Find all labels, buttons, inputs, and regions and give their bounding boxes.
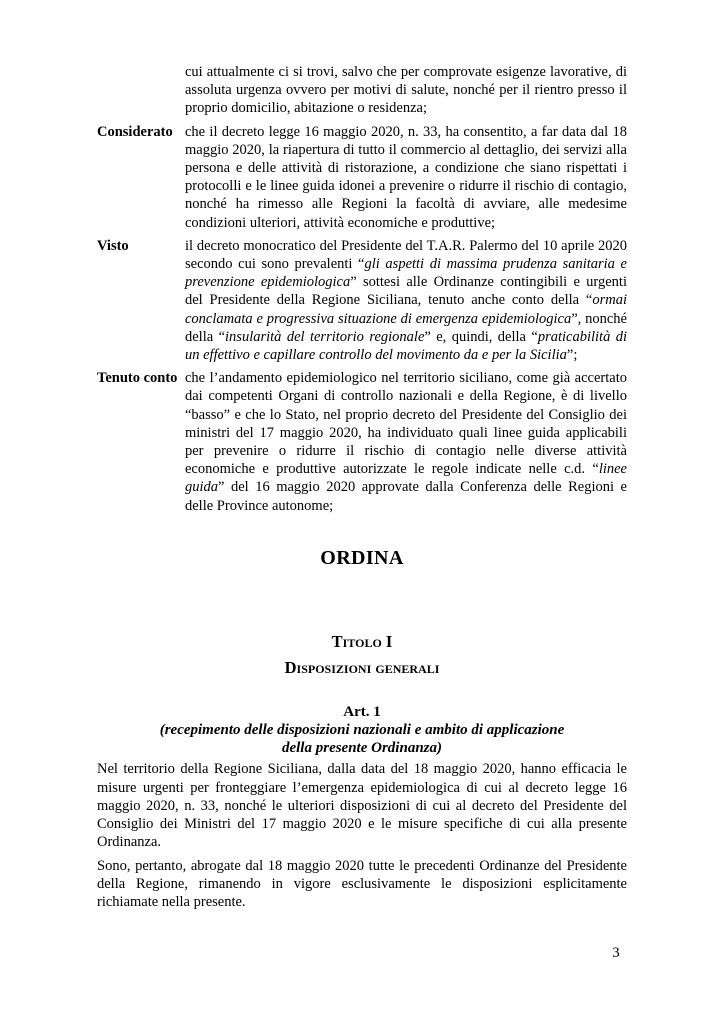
clause-text-considerato: che il decreto legge 16 maggio 2020, n. 33, ha consentito, a far data dal 18 maggio 2020, la riapertura di tutto il commercio al dettaglio, dei servizi alla persona e delle attività di ristorazione, a condizione che siano rispettati i protocolli e le linee guida idonei a prevenire o ridurre il rischio di contagio, nonché ha rimesso alle Regioni la facoltà di avviare, alle medesime condizioni ulteriori, attività economiche e produttive; — [185, 123, 627, 231]
tenuto-conto-text-segment: ” del 16 maggio 2020 approvate dalla Conferenza delle Regioni e delle Province autonome; — [185, 479, 627, 514]
clause-visto — [97, 237, 627, 364]
document-content — [97, 63, 627, 911]
visto-quoted-italic-4: praticabilità di un effettivo e capillare controllo del movimento da e per la Sicilia — [185, 328, 627, 364]
visto-quoted-italic-2: ormai conclamata e progressiva situazione di emergenza epidemiologica — [185, 292, 627, 327]
article-heading: Art. 1 — [343, 703, 381, 720]
tenuto-conto-text-segment: che l’andamento epidemiologico nel territorio siciliano, come già accertato dai competenti Organi di controllo nazionali e della Regione, è di livello “basso” e che lo Stato, nel proprio decreto del Presidente del Consiglio dei ministri del 17 maggio 2020, ha individuato quali linee guida applicabili per prevenire o ridurre il rischio di contagio nelle diverse attività economiche e produttive autorizzate le regole indicate nelle c.d. “ — [185, 370, 627, 478]
body-paragraph-1: Nel territorio della Regione Siciliana, dalla data del 18 maggio 2020, hanno efficacia le misure urgenti per fronteggiare l’emergenza epidemiologica di cui al decreto legge 16 maggio 2020, n. 33, nonché le ulteriori disposizioni di cui al decreto del Presidente del Consiglio dei Ministri del 17 maggio 2020 e le misure specifiche di cui alla presente Ordinanza. — [97, 761, 627, 851]
continuation-paragraph: cui attualmente ci si trovi, salvo che per comprovate esigenze lavorative, di assoluta urgenza ovvero per motivi di salute, nonché per il rientro presso il proprio domicilio, abitazione o residenza; — [185, 64, 627, 117]
article-subtitle-line1: (recepimento delle disposizioni nazionali e ambito di applicazione — [159, 722, 565, 739]
body-paragraph-2: Sono, pertanto, abrogate dal 18 maggio 2020 tutte le precedenti Ordinanze del Presidente della Regione, rimanendo in vigore esclusivamente le disposizioni esplicitamente richiamate nella presente. — [97, 857, 627, 910]
tenuto-conto-quoted-italic-1: linee guida — [185, 461, 627, 496]
visto-text-segment: il decreto monocratico del Presidente del T.A.R. Palermo del 10 aprile 2020 secondo cui sono prevalenti “ — [185, 237, 627, 273]
clause-considerato — [97, 123, 627, 232]
visto-text-segment: ”; — [566, 347, 578, 364]
visto-quoted-italic-1: gli aspetti di massima prudenza sanitaria e prevenzione epidemiologica — [185, 256, 627, 291]
titolo-subheading: Disposizioni generali — [284, 657, 440, 677]
clause-label-visto: Visto — [97, 237, 129, 254]
page-number: 3 — [612, 945, 620, 961]
clause-label-considerato: Considerato — [97, 123, 173, 140]
visto-text-segment: ”, nonché della “ — [185, 310, 627, 345]
visto-text-segment: ” e, quindi, della “ — [424, 328, 538, 345]
article-subtitle-line2: della presente Ordinanza) — [281, 740, 442, 757]
clause-label-tenuto-conto: Tenuto conto — [97, 370, 178, 387]
ordina-heading: ORDINA — [320, 546, 404, 569]
visto-quoted-italic-3: insularità del territorio regionale — [225, 328, 425, 345]
titolo-heading: Titolo I — [331, 631, 393, 651]
clause-tenuto-conto — [97, 369, 627, 515]
visto-text-segment: ” sottesi alle Ordinanze contingibili e urgenti del Presidente della Regione Siciliana, tenuto anche conto della “ — [185, 274, 627, 309]
